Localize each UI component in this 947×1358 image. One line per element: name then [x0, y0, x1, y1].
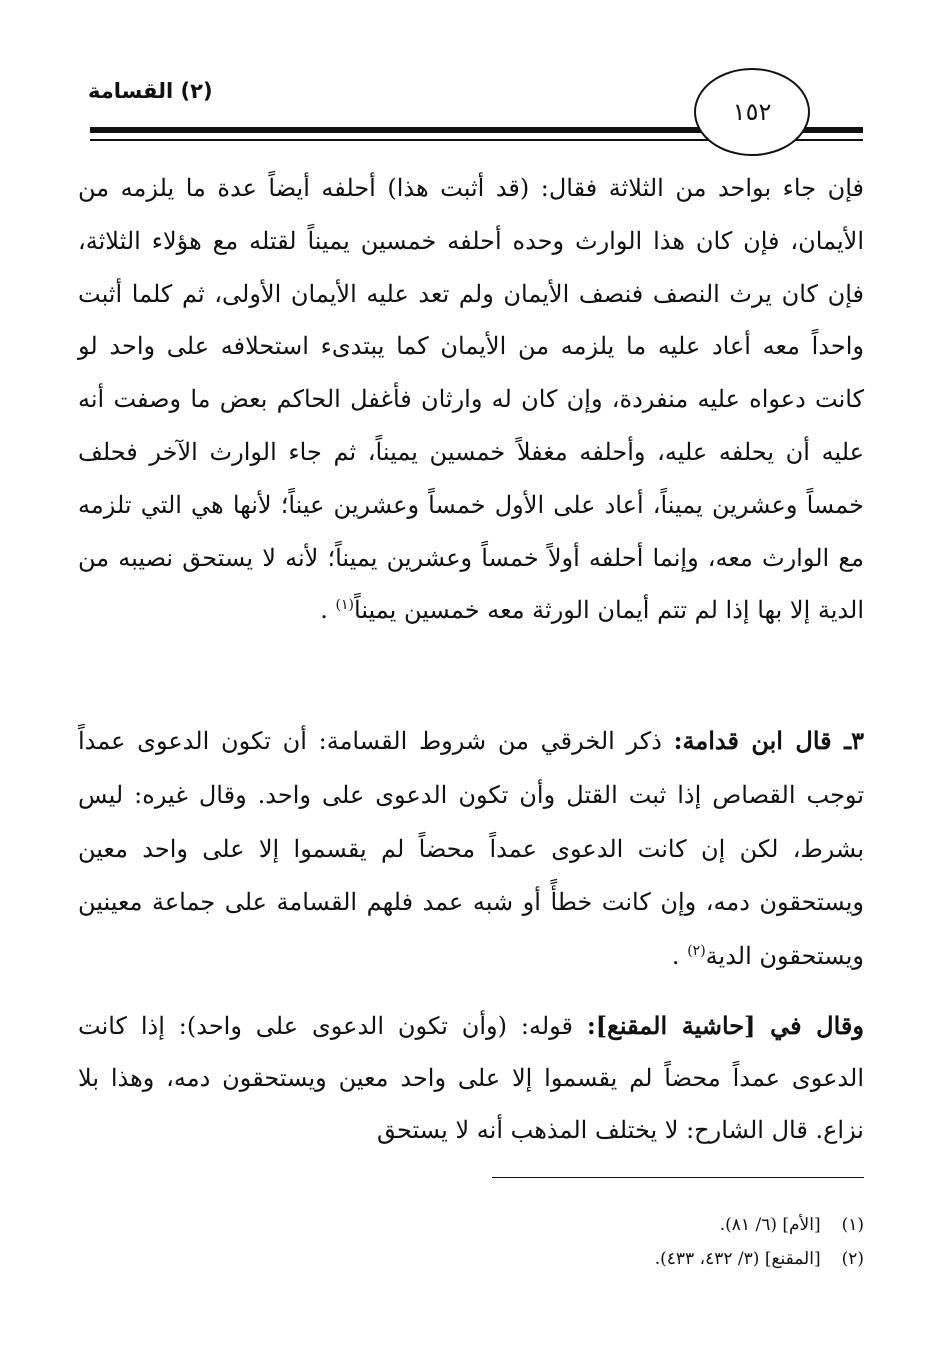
paragraph-3-lead: وقال في [حاشية المقنع]:: [586, 1011, 864, 1040]
page-number: [694, 68, 810, 156]
paragraph-2-end: .: [671, 942, 688, 971]
page-number-text: ١٥٢: [732, 98, 772, 126]
paragraph-3: [78, 1000, 864, 1156]
paragraph-2-lead: ٣ـ قال ابن قدامة:: [673, 726, 864, 755]
footnote-2-number: (٢): [841, 1249, 864, 1269]
running-header-title: (٢) القسامة: [88, 79, 213, 103]
paragraph-3-body: قوله: (وأن تكون الدعوى على واحد): إذا كانت الدعوى عمداً محضاً لم يقسموا إلا على واحد معين ويستحقون دمه، وهذا بلا نزاع. قال الشارح: لا يختلف المذهب أنه لا يستحق: [78, 1012, 864, 1144]
footnote-ref-2[interactable]: (٢): [687, 943, 706, 960]
paragraph-1: [78, 162, 864, 637]
footnotes: [300, 1208, 864, 1276]
footnote-2-text: [المقنع] (٣/ ٤٣٢، ٤٣٣).: [654, 1249, 821, 1269]
footnote-ref-1[interactable]: (١): [335, 597, 354, 614]
paragraph-1-end: .: [320, 596, 336, 625]
footnote-1: [300, 1208, 864, 1242]
footnote-1-number: (١): [841, 1215, 864, 1235]
footnote-2: [300, 1242, 864, 1276]
footnote-separator: [492, 1177, 864, 1178]
footnote-1-text: [الأم] (٦/ ٨١).: [719, 1215, 821, 1235]
paragraph-2-body: ذكر الخرقي من شروط القسامة: أن تكون الدعوى عمداً توجب القصاص إذا ثبت القتل وأن تكون الدعوى على واحد. وقال غيره: ليس بشرط، لكن إن كانت الدعوى عمداً محضاً لم يقسموا إلا على واحد معين ويستحقون دمه، وإن كانت خطأً أو شبه عمد فلهم القسامة على جماعة معينين ويستحقون الدية: [78, 727, 864, 971]
paragraph-1-body: فإن جاء بواحد من الثلاثة فقال: (قد أثبت هذا) أحلفه أيضاً عدة ما يلزمه من الأيمان، فإن كان هذا الوارث وحده أحلفه خمسين يميناً لقتله مع هؤلاء الثلاثة، فإن كان يرث النصف فنصف الأيمان ولم تعد عليه الأيمان الأولى، ثم كلما أثبت واحداً معه أعاد عليه ما يلزمه من الأيمان كما يبتدىء استحلافه على واحد لو كانت دعواه عليه منفردة، وإن كان له وارثان فأغفل الحاكم بعض ما وصفت أنه عليه أن يحلفه عليه، وأحلفه مغفلاً خمسين يميناً، ثم جاء الوارث الآخر فحلف خمساً وعشرين يميناً، أعاد على الأول خمساً وعشرين عيناً؛ لأنها هي التي تلزمه مع الوارث معه، وإنما أحلفه أولاً خمساً وعشرين يميناً؛ لأنه لا يستحق نصيبه من الدية إلا بها إذا لم تتم أيمان الورثة معه خمسين يميناً: [78, 174, 865, 625]
paragraph-2: [78, 714, 864, 984]
